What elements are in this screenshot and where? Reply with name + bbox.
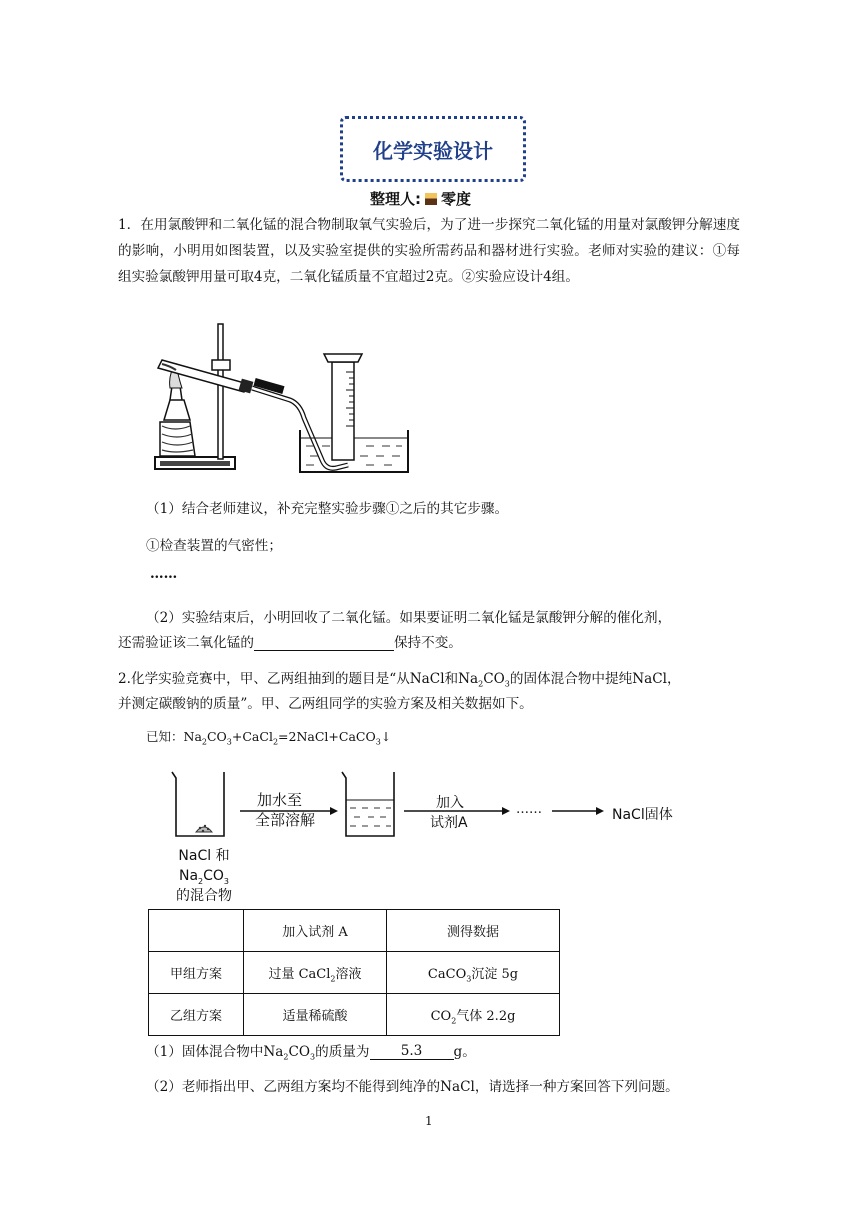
table-header-cell: 加入试剂 A: [244, 910, 387, 952]
page-title: 化学实验设计: [373, 138, 493, 163]
q1-ellipsis: ……: [150, 566, 178, 582]
arrow1-label: [255, 790, 315, 830]
eq-part: +CaCl: [231, 729, 273, 744]
page-number: 1: [425, 1114, 433, 1128]
q2-text-c: 的固体混合物中提纯NaCl，: [509, 671, 681, 687]
author-name: 零度: [441, 190, 472, 208]
row-name: 甲组方案: [149, 952, 244, 994]
data-text: CaCO: [427, 967, 467, 982]
subscript: 3: [226, 737, 232, 747]
q2-sub1-text: CO: [288, 1044, 311, 1060]
arrow1-top: 加水至: [257, 791, 303, 809]
subscript: 2: [330, 974, 336, 984]
subscript: 2: [283, 1052, 289, 1062]
q2-text-line1: [118, 667, 681, 687]
subscript: 2: [201, 737, 207, 747]
product-label: NaCl固体: [612, 807, 673, 823]
table-header-cell: 测得数据: [387, 910, 560, 952]
q2-sub2: （2）老师指出甲、乙两组方案均不能得到纯净的NaCl，请选择一种方案回答下列问题。: [146, 1079, 679, 1095]
diagram-dots: ……: [516, 802, 542, 817]
q1-text: 1．在用氯酸钾和二氧化锰的混合物制取氧气实验后，为了进一步探究二氧化锰的用量对氯酸钾分解速度的影响，小明用如图装置，以及实验室提供的实验所需药品和器材进行实验。老师对实验的建议：①每组实验氯酸钾用量可取4克，二氧化锰质量不宜超过2克。②实验应设计4组。: [118, 217, 740, 285]
q2-text-a: 2.化学实验竞赛中，甲、乙两组抽到的题目是“从NaCl和Na: [118, 671, 479, 687]
eq-part: ↓: [380, 729, 392, 744]
subscript: 3: [310, 1052, 316, 1062]
subscript: 2: [478, 679, 484, 689]
subscript: 3: [504, 679, 510, 689]
eq-part: =2NaCl+CaCO: [278, 729, 376, 744]
answer-blank[interactable]: 5.3: [370, 1043, 454, 1060]
arrow2-bottom: 试剂A: [430, 815, 468, 831]
arrow2-top: 加入: [436, 795, 464, 811]
table-header-row: [149, 910, 560, 952]
table-row: [149, 994, 560, 1036]
q2-known-equation: [146, 727, 391, 745]
row-data: [387, 952, 560, 994]
subscript: 3: [466, 974, 472, 984]
q1-sub2-tail: 保持不变。: [393, 635, 462, 651]
subscript: 2: [198, 876, 204, 886]
results-table: [148, 909, 560, 1036]
q1-sub2-line2: [118, 631, 462, 651]
mixture-line2: 的混合物: [176, 888, 232, 904]
reagent-text: 溶液: [335, 967, 362, 982]
eq-part: 已知：Na: [146, 729, 202, 744]
row-reagent: 适量稀硫酸: [244, 994, 387, 1036]
eq-part: CO: [206, 729, 227, 744]
q2-text-line2: 并测定碳酸钠的质量”。甲、乙两组同学的实验方案及相关数据如下。: [118, 696, 533, 712]
table-header-cell: [149, 910, 244, 952]
subscript: 3: [223, 876, 230, 886]
subscript: 2: [272, 737, 279, 747]
mixture-line1: [154, 846, 254, 886]
process-diagram: [160, 770, 630, 840]
q1-sub1: （1）结合老师建议，补充完整实验步骤①之后的其它步骤。: [146, 501, 509, 517]
row-reagent: [244, 952, 387, 994]
answer-blank[interactable]: [254, 650, 394, 651]
q2-sub1-unit: g。: [453, 1044, 476, 1060]
mixture-text: CO: [203, 868, 224, 884]
arrow2-label: [430, 793, 468, 833]
q2-text-b: CO: [483, 671, 505, 687]
q1-sub2-line1: （2）实验结束后，小明回收了二氧化锰。如果要证明二氧化锰是氯酸钾分解的催化剂，: [146, 610, 672, 626]
data-text: 气体 2.2g: [456, 1009, 516, 1024]
data-text: 沉淀 5g: [471, 967, 519, 982]
row-name: 乙组方案: [149, 994, 244, 1036]
row-data: [387, 994, 560, 1036]
title-box: [340, 116, 526, 182]
q2-sub1-text: （1）固体混合物中Na: [146, 1044, 284, 1060]
subscript: 2: [451, 1016, 457, 1026]
q1-step1: ①检查装置的气密性；: [146, 538, 282, 554]
table-row: [149, 952, 560, 994]
arrow1-bottom: 全部溶解: [255, 811, 316, 829]
reagent-text: 过量 CaCl: [268, 967, 331, 982]
apparatus-figure: [150, 322, 420, 478]
q1-sub2-text: 还需验证该二氧化锰的: [118, 635, 254, 651]
subscript: 3: [375, 737, 381, 747]
author-label: 整理人:: [370, 190, 421, 208]
q2-sub1: [146, 1040, 476, 1060]
data-text: CO: [430, 1009, 452, 1024]
q2-sub1-text: 的质量为: [315, 1044, 370, 1060]
author-logo-icon: [425, 193, 437, 205]
mixture-text: NaCl 和Na: [178, 848, 230, 884]
author-line: [370, 188, 471, 209]
mixture-label: [154, 846, 254, 906]
